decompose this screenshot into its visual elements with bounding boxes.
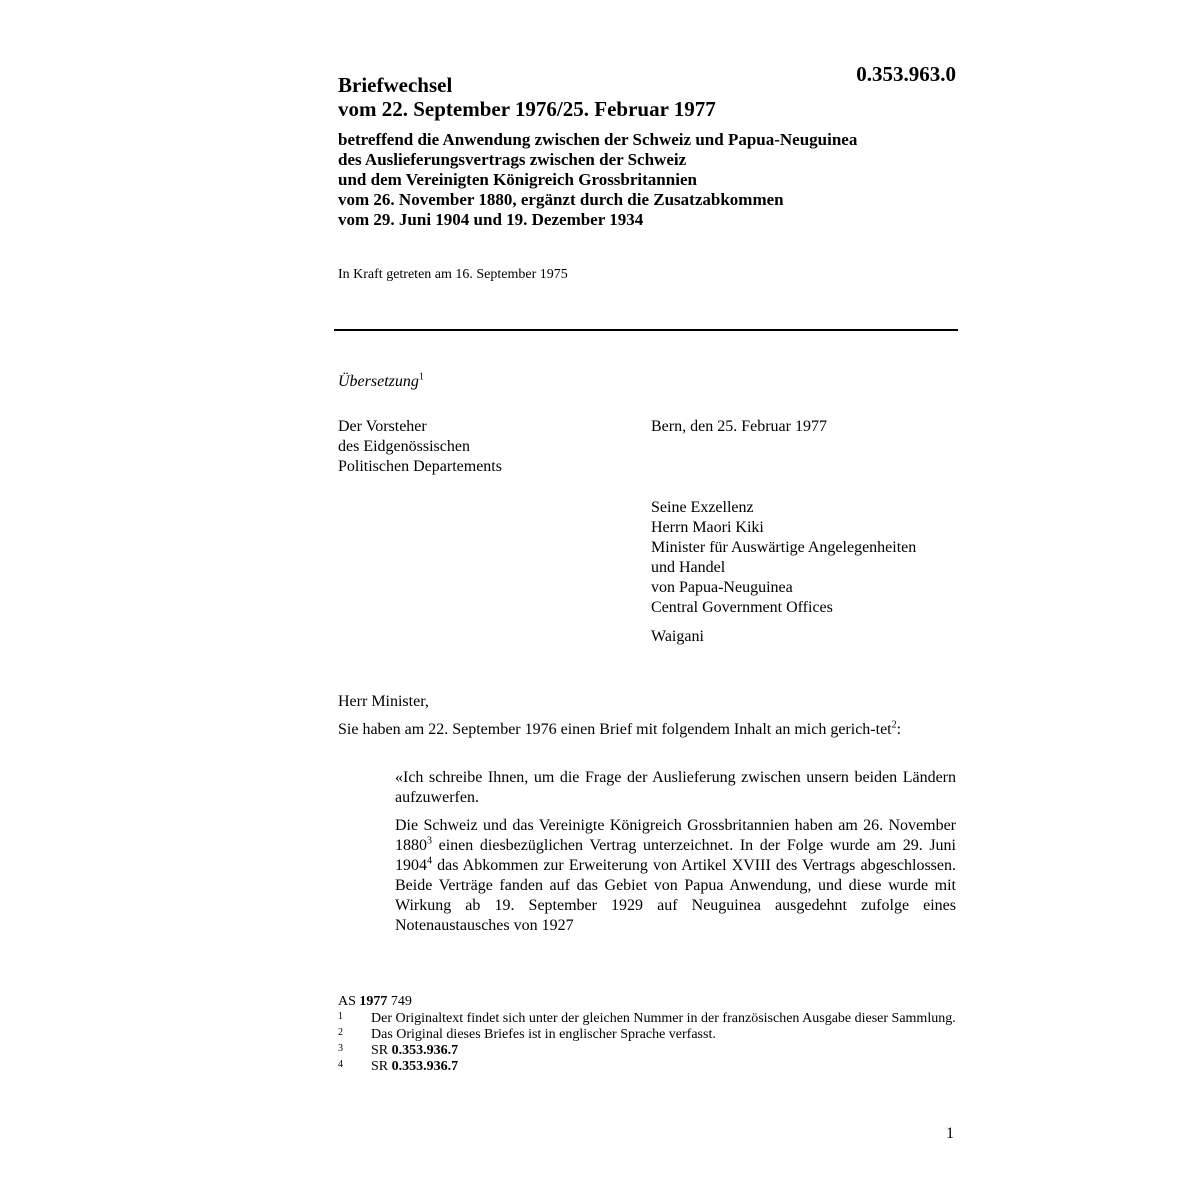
footnotes: [338, 994, 958, 1075]
intro-text: Sie haben am 22. September 1976 einen Brief mit folgendem Inhalt an mich gerich-tet: [338, 721, 892, 738]
recipient-line: von Papua-Neuguinea: [651, 579, 793, 596]
footnote-text: Der Originaltext findet sich unter der gleichen Nummer in der französischen Ausgabe dieser Sammlung.: [371, 1011, 956, 1026]
footnote-ref: 1: [418, 371, 424, 383]
recipient-line: und Handel: [651, 559, 726, 576]
recipient-line: Seine Exzellenz: [651, 499, 754, 516]
sender-block: [338, 417, 502, 477]
footnote-prefix: SR: [371, 1043, 389, 1058]
place-date: Bern, den 25. Februar 1977: [651, 418, 827, 435]
footnote: [338, 1027, 958, 1043]
sender-line: des Eidgenössischen: [338, 438, 470, 455]
footnote-ref: 3: [427, 835, 432, 847]
quote-text: einen diesbezüglichen Vertrag unterzeichnet. In der Folge wurde am 29. Juni 1904: [395, 837, 956, 874]
footnote: [338, 1011, 958, 1027]
footnote-ref: 4: [427, 855, 432, 867]
subtitle-line: vom 29. Juni 1904 und 19. Dezember 1934: [338, 210, 644, 229]
translation-label: Übersetzung: [338, 373, 419, 390]
recipient-line: Herrn Maori Kiki: [651, 519, 764, 536]
as-reference: [338, 994, 958, 1010]
footnote-ref-number: 0.353.936.7: [391, 1043, 459, 1058]
document-subtitle: [338, 130, 958, 230]
quote-paragraph: «Ich schreibe Ihnen, um die Frage der Auslieferung zwischen unsern beiden Ländern aufzuwerfen.: [395, 769, 956, 806]
recipient-block: [651, 498, 916, 618]
document-title: [338, 73, 838, 121]
title-line: Briefwechsel: [338, 73, 453, 97]
recipient-line: Central Government Offices: [651, 599, 833, 616]
subtitle-line: vom 26. November 1880, ergänzt durch die Zusatzabkommen: [338, 190, 784, 209]
quote-paragraph: [395, 816, 956, 936]
document-page: [338, 0, 958, 1200]
footnote-number: 1: [338, 1011, 343, 1022]
horizontal-divider: [334, 329, 958, 331]
footnote-prefix: SR: [371, 1059, 389, 1074]
footnote-number: 4: [338, 1059, 343, 1070]
sr-number: 0.353.963.0: [856, 62, 956, 86]
translation-note: [338, 372, 424, 392]
subtitle-line: betreffend die Anwendung zwischen der Schweiz und Papua-Neuguinea: [338, 130, 858, 149]
footnote-text: Das Original dieses Briefes ist in englischer Sprache verfasst.: [371, 1027, 716, 1042]
title-line: vom 22. September 1976/25. Februar 1977: [338, 97, 716, 121]
intro-paragraph: [338, 720, 956, 740]
as-page: 749: [390, 994, 412, 1009]
page-number: 1: [946, 1125, 954, 1142]
recipient-line: Minister für Auswärtige Angelegenheiten: [651, 539, 917, 556]
sender-line: Politischen Departements: [338, 458, 502, 475]
intro-end: :: [896, 721, 902, 738]
as-prefix: AS: [338, 994, 356, 1009]
quote-text: Die Schweiz und das Vereinigte Königreich Grossbritannien haben am 26. November 1880: [395, 817, 956, 854]
footnote-number: 3: [338, 1043, 343, 1054]
footnote-ref-number: 0.353.936.7: [391, 1059, 459, 1074]
quote-text: das Abkommen zur Erweiterung von Artikel XVIII des Vertrags abgeschlossen. Beide Verträge fanden auf das Gebiet von Papua Anwendung, und diese wurde mit Wirkung ab 19. September 1929 auf Neuguinea ausgedehnt zufolge eines Notenaustausches von 1927: [395, 857, 956, 934]
subtitle-line: und dem Vereinigten Königreich Grossbritannien: [338, 170, 697, 189]
sender-line: Der Vorsteher: [338, 418, 427, 435]
in-force-date: In Kraft getreten am 16. September 1975: [338, 267, 568, 282]
subtitle-line: des Auslieferungsvertrags zwischen der Schweiz: [338, 150, 687, 169]
salutation: Herr Minister,: [338, 693, 429, 710]
footnote: [338, 1059, 958, 1075]
footnote-number: 2: [338, 1027, 343, 1038]
footnote-ref: 2: [891, 719, 897, 731]
footnote: [338, 1043, 958, 1059]
recipient-city: Waigani: [651, 628, 704, 645]
as-year: 1977: [359, 994, 388, 1009]
